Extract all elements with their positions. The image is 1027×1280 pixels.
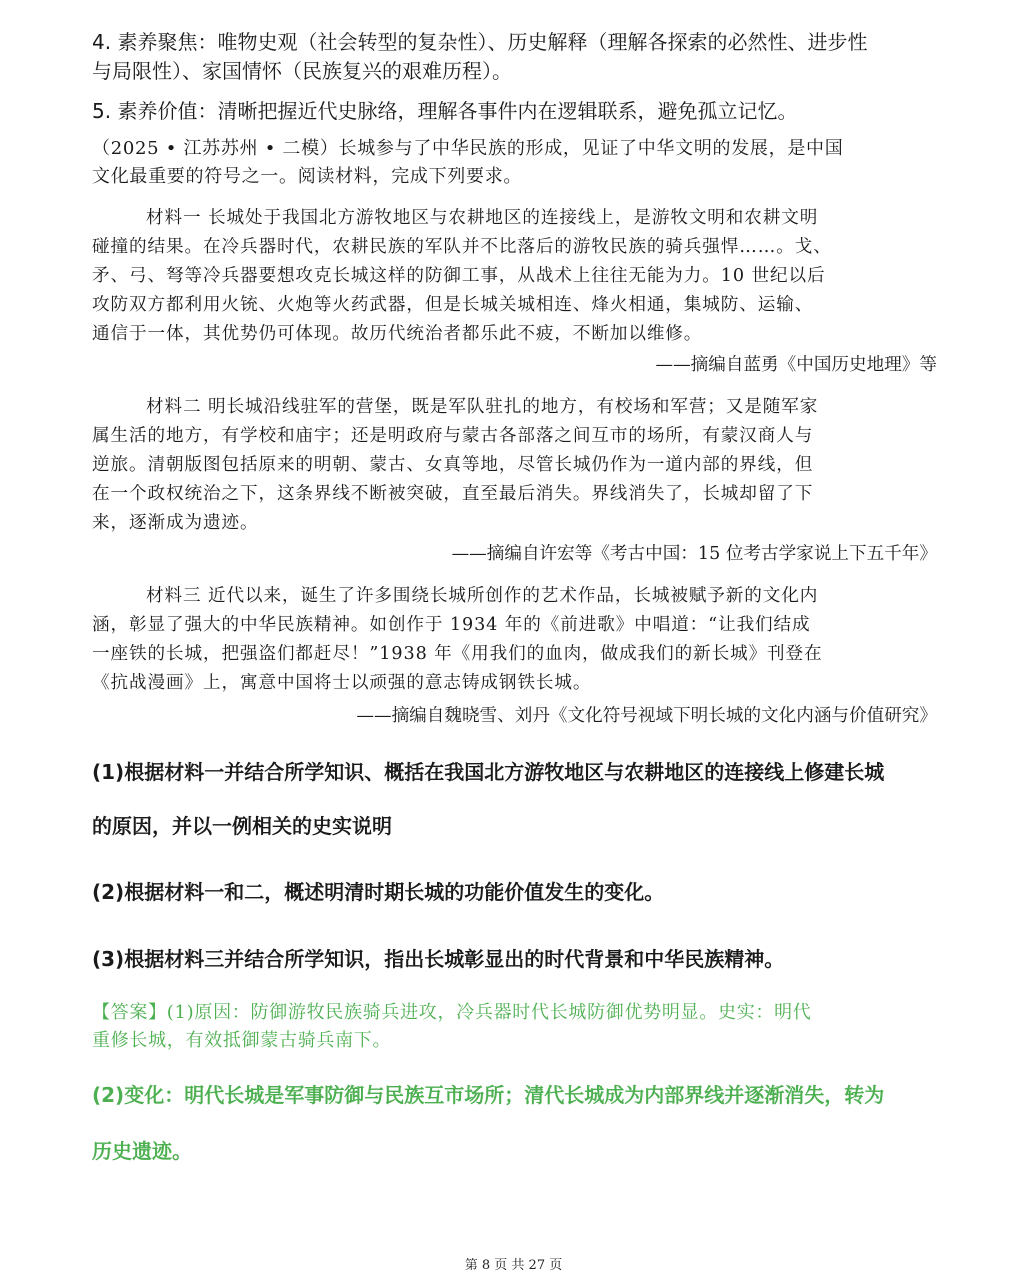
material2-line: 逆旅。清朝版图包括原来的明朝、蒙古、女真等地，尽管长城仍作为一道内部的界线，但 xyxy=(92,455,814,475)
material1-line: 碰撞的结果。在冷兵器时代，农耕民族的军队并不比落后的游牧民族的骑兵强悍……。戈、 xyxy=(92,237,832,257)
task-1b: 的原因，并以一例相关的史实说明 xyxy=(92,814,392,838)
answer-2a: (2)变化：明代长城是军事防御与民族互市场所；清代长城成为内部界线并逐渐消失，转为 xyxy=(92,1083,885,1107)
material1-source: ——摘编自蓝勇《中国历史地理》等 xyxy=(655,355,937,375)
material3-line: 涵，彰显了强大的中华民族精神。如创作于 1934 年的《前进歌》中唱道：“让我们结成 xyxy=(92,615,811,635)
header-line-5: 5. 素养价值：清晰把握近代史脉络，理解各事件内在逻辑联系，避免孤立记忆。 xyxy=(92,99,798,123)
material1-line: 矛、弓、弩等冷兵器要想攻克长城这样的防御工事，从战术上往往无能为力。10 世纪以后 xyxy=(92,266,826,286)
material1-line: 通信于一体，其优势仍可体现。故历代统治者都乐此不疲，不断加以维修。 xyxy=(92,324,703,344)
task-3: (3)根据材料三并结合所学知识，指出长城彰显出的时代背景和中华民族精神。 xyxy=(92,947,785,971)
answer-2b: 历史遗迹。 xyxy=(92,1139,192,1163)
header-line-4a: 4. 素养聚焦：唯物史观（社会转型的复杂性）、历史解释（理解各探索的必然性、进步性 xyxy=(92,30,868,54)
header-line-4b: 与局限性）、家国情怀（民族复兴的艰难历程）。 xyxy=(92,59,512,83)
material2-line: 在一个政权统治之下，这条界线不断被突破，直至最后消失。界线消失了，长城却留了下 xyxy=(92,484,814,504)
material3-line: 一座铁的长城，把强盗们都赶尽！”1938 年《用我们的血肉，做成我们的新长城》刊登在 xyxy=(92,644,823,664)
material2-line: 来，逐渐成为遗迹。 xyxy=(92,513,259,533)
material3-source: ——摘编自魏晓雪、刘丹《文化符号视域下明长城的文化内涵与价值研究》 xyxy=(356,706,937,726)
material1-line: 材料一 长城处于我国北方游牧地区与农耕地区的连接线上，是游牧文明和农耕文明 xyxy=(146,208,819,228)
task-1a: (1)根据材料一并结合所学知识、概括在我国北方游牧地区与农耕地区的连接线上修建长城 xyxy=(92,760,885,784)
material1-line: 攻防双方都利用火铳、火炮等火药武器，但是长城关城相连、烽火相通，集城防、运输、 xyxy=(92,295,814,315)
material3-line: 《抗战漫画》上，寓意中国将士以顽强的意志铸成钢铁长城。 xyxy=(92,673,592,693)
answer-1b: 重修长城，有效抵御蒙古骑兵南下。 xyxy=(92,1030,392,1051)
material2-source: ——摘编自许宏等《考古中国：15 位考古学家说上下五千年》 xyxy=(451,544,937,564)
answer-1a: 【答案】(1)原因：防御游牧民族骑兵进攻，冷兵器时代长城防御优势明显。史实：明代 xyxy=(92,1002,812,1023)
page-number: 第 8 页 共 27 页 xyxy=(464,1258,563,1273)
question-intro-b: 文化最重要的符号之一。阅读材料，完成下列要求。 xyxy=(92,166,523,187)
question-intro-a: （2025 • 江苏苏州 • 二模）长城参与了中华民族的形成，见证了中华文明的发展，是中国 xyxy=(92,138,844,159)
material3-line: 材料三 近代以来，诞生了许多围绕长城所创作的艺术作品，长城被赋予新的文化内 xyxy=(146,586,819,606)
material2-line: 属生活的地方，有学校和庙宇；还是明政府与蒙古各部落之间互市的场所，有蒙汉商人与 xyxy=(92,426,814,446)
material2-line: 材料二 明长城沿线驻军的营堡，既是军队驻扎的地方，有校场和军营；又是随军家 xyxy=(146,397,819,417)
task-2: (2)根据材料一和二，概述明清时期长城的功能价值发生的变化。 xyxy=(92,880,665,904)
